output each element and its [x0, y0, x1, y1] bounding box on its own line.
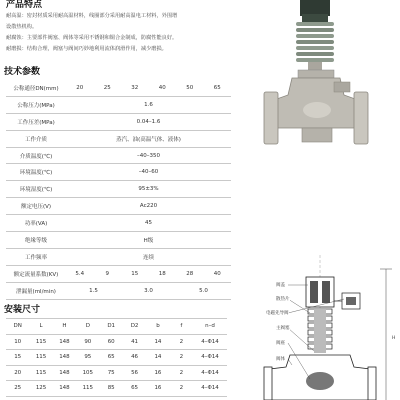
label-main-plug: 主阀塞	[276, 326, 290, 331]
table-cell: 115	[29, 365, 52, 381]
feature-line: 耐磨损：结构合理，阀塞与阀间巧妙地利用流体润滑作用，减少磨损。	[6, 46, 167, 52]
features-section	[6, 0, 256, 55]
table-cell: 14	[146, 350, 169, 366]
tech-title: 技术参数	[4, 67, 41, 77]
bonnet	[298, 70, 334, 78]
table-cell: 115	[76, 381, 99, 397]
spec-cell: 28	[176, 265, 204, 282]
table-row	[6, 282, 231, 299]
table-row	[6, 96, 231, 113]
coil-housing	[300, 0, 330, 16]
column-header: b	[146, 319, 169, 335]
table-cell: 16	[146, 365, 169, 381]
features-title: 产品特点	[6, 0, 43, 10]
spec-cell: 15	[121, 265, 149, 282]
table-cell: 148	[53, 334, 76, 350]
table-row	[6, 265, 231, 282]
left-flange	[264, 92, 278, 144]
spec-label: 额定流量系数(KV)	[6, 265, 66, 282]
spec-label: 工作频率	[6, 248, 66, 265]
table-cell: 10	[6, 334, 29, 350]
spec-label: 额定电压(V)	[6, 198, 66, 215]
spec-value: 45	[66, 215, 231, 232]
spec-cell: 9	[94, 265, 122, 282]
spec-value: 95±3%	[66, 181, 231, 198]
table-cell: 2	[170, 334, 193, 350]
spec-value: 1.6	[66, 96, 231, 113]
dims-title: 安装尺寸	[4, 305, 41, 315]
table-cell: 25	[6, 381, 29, 397]
table-cell: 16	[146, 381, 169, 397]
feature-line: 耐腐蚀：主要部件阀塞、阀体等采用不锈钢和铜合金制成，防腐性能良好。	[6, 35, 178, 41]
table-row	[6, 198, 231, 215]
label-body: 阀体	[276, 357, 285, 362]
column-header: D	[76, 319, 99, 335]
spec-cell: 5.4	[66, 265, 94, 282]
spec-label: 环境湿度(℃)	[6, 181, 66, 198]
table-row	[6, 350, 227, 366]
features-text	[6, 11, 256, 55]
table-cell: 125	[29, 381, 52, 397]
table-cell: 105	[76, 365, 99, 381]
right-flange	[354, 92, 368, 144]
table-cell: 65	[123, 381, 146, 397]
label-fins: 散热片	[276, 297, 290, 302]
tech-spec-table	[6, 80, 231, 300]
table-row	[6, 164, 231, 181]
table-cell: 56	[123, 365, 146, 381]
spec-label: 环境温度(℃)	[6, 164, 66, 181]
table-cell: 20	[6, 365, 29, 381]
spec-value: Ac220	[66, 198, 231, 215]
table-cell: 2	[170, 365, 193, 381]
label-seat: 阀座	[276, 341, 285, 346]
label-pilot-valve: 电磁先导阀	[266, 311, 289, 316]
table-cell: 46	[123, 350, 146, 366]
table-row	[6, 181, 231, 198]
table-cell: 148	[53, 350, 76, 366]
column-header: n–d	[193, 319, 227, 335]
table-cell: 14	[146, 334, 169, 350]
install-dims-table	[6, 318, 227, 397]
spec-value: H级	[66, 232, 231, 249]
table-cell: 115	[29, 334, 52, 350]
spec-cell: 40	[204, 265, 232, 282]
dim-label-h: H	[392, 336, 396, 341]
spec-cell: 20	[66, 80, 94, 96]
spec-cell: 32	[121, 80, 149, 96]
spec-cell: 25	[94, 80, 122, 96]
spec-value: –40–60	[66, 164, 231, 181]
spec-value: –40–350	[66, 147, 231, 164]
table-row	[6, 381, 227, 397]
spec-label: 介质温度(℃)	[6, 147, 66, 164]
table-cell: 2	[170, 350, 193, 366]
spec-cell: 65	[204, 80, 232, 96]
table-cell: 2	[170, 381, 193, 397]
spec-label: 工作介质	[6, 130, 66, 147]
spec-cell: 3.0	[121, 282, 176, 299]
spec-label: 公称压力(MPa)	[6, 96, 66, 113]
column-header: f	[170, 319, 193, 335]
spec-label: 绝缘等级	[6, 232, 66, 249]
table-row	[6, 248, 231, 265]
column-header: D1	[100, 319, 123, 335]
spec-label: 工作压差(MPa)	[6, 113, 66, 130]
table-cell: 148	[53, 365, 76, 381]
table-row	[6, 215, 231, 232]
table-cell: 60	[100, 334, 123, 350]
table-cell: 4–Φ14	[193, 365, 227, 381]
column-header: D2	[123, 319, 146, 335]
table-cell: 4–Φ14	[193, 350, 227, 366]
table-cell: 95	[76, 350, 99, 366]
spec-label: 泄漏量(ml/min)	[6, 282, 66, 299]
column-header: H	[53, 319, 76, 335]
table-cell: 41	[123, 334, 146, 350]
spec-cell: 1.5	[66, 282, 121, 299]
table-row	[6, 147, 231, 164]
table-cell: 115	[29, 350, 52, 366]
valve-product-image	[262, 0, 400, 160]
cooling-fins	[296, 22, 334, 62]
table-cell: 4–Φ14	[193, 334, 227, 350]
spec-cell: 50	[176, 80, 204, 96]
spec-value: 0.04–1.6	[66, 113, 231, 130]
table-row	[6, 365, 227, 381]
table-row	[6, 334, 227, 350]
spec-cell: 40	[149, 80, 177, 96]
column-header: DN	[6, 319, 29, 335]
table-cell: 148	[53, 381, 76, 397]
table-cell: 85	[100, 381, 123, 397]
valve-section-drawing	[250, 255, 400, 400]
table-cell: 90	[76, 334, 99, 350]
table-cell: 75	[100, 365, 123, 381]
feature-line: 耐高温：密封材质采用耐高温材料，线圈部分采用耐高温电工材料，外围增	[6, 13, 178, 19]
spec-label: 功率(VA)	[6, 215, 66, 232]
table-cell: 65	[100, 350, 123, 366]
table-row	[6, 80, 231, 96]
table-row	[6, 232, 231, 249]
label-bonnet: 阀盖	[276, 283, 285, 288]
spec-value: 连续	[66, 248, 231, 265]
feature-line: 设散热机构。	[6, 24, 38, 30]
spec-cell: 5.0	[176, 282, 231, 299]
spec-cell: 18	[149, 265, 177, 282]
column-header: L	[29, 319, 52, 335]
table-row	[6, 130, 231, 147]
spec-value: 蒸汽、油(高温气体、液体)	[66, 130, 231, 147]
table-row	[6, 113, 231, 130]
table-cell: 15	[6, 350, 29, 366]
spec-label: 公称通径DN(mm)	[6, 80, 66, 96]
table-cell: 4–Φ14	[193, 381, 227, 397]
table-header-row	[6, 319, 227, 335]
